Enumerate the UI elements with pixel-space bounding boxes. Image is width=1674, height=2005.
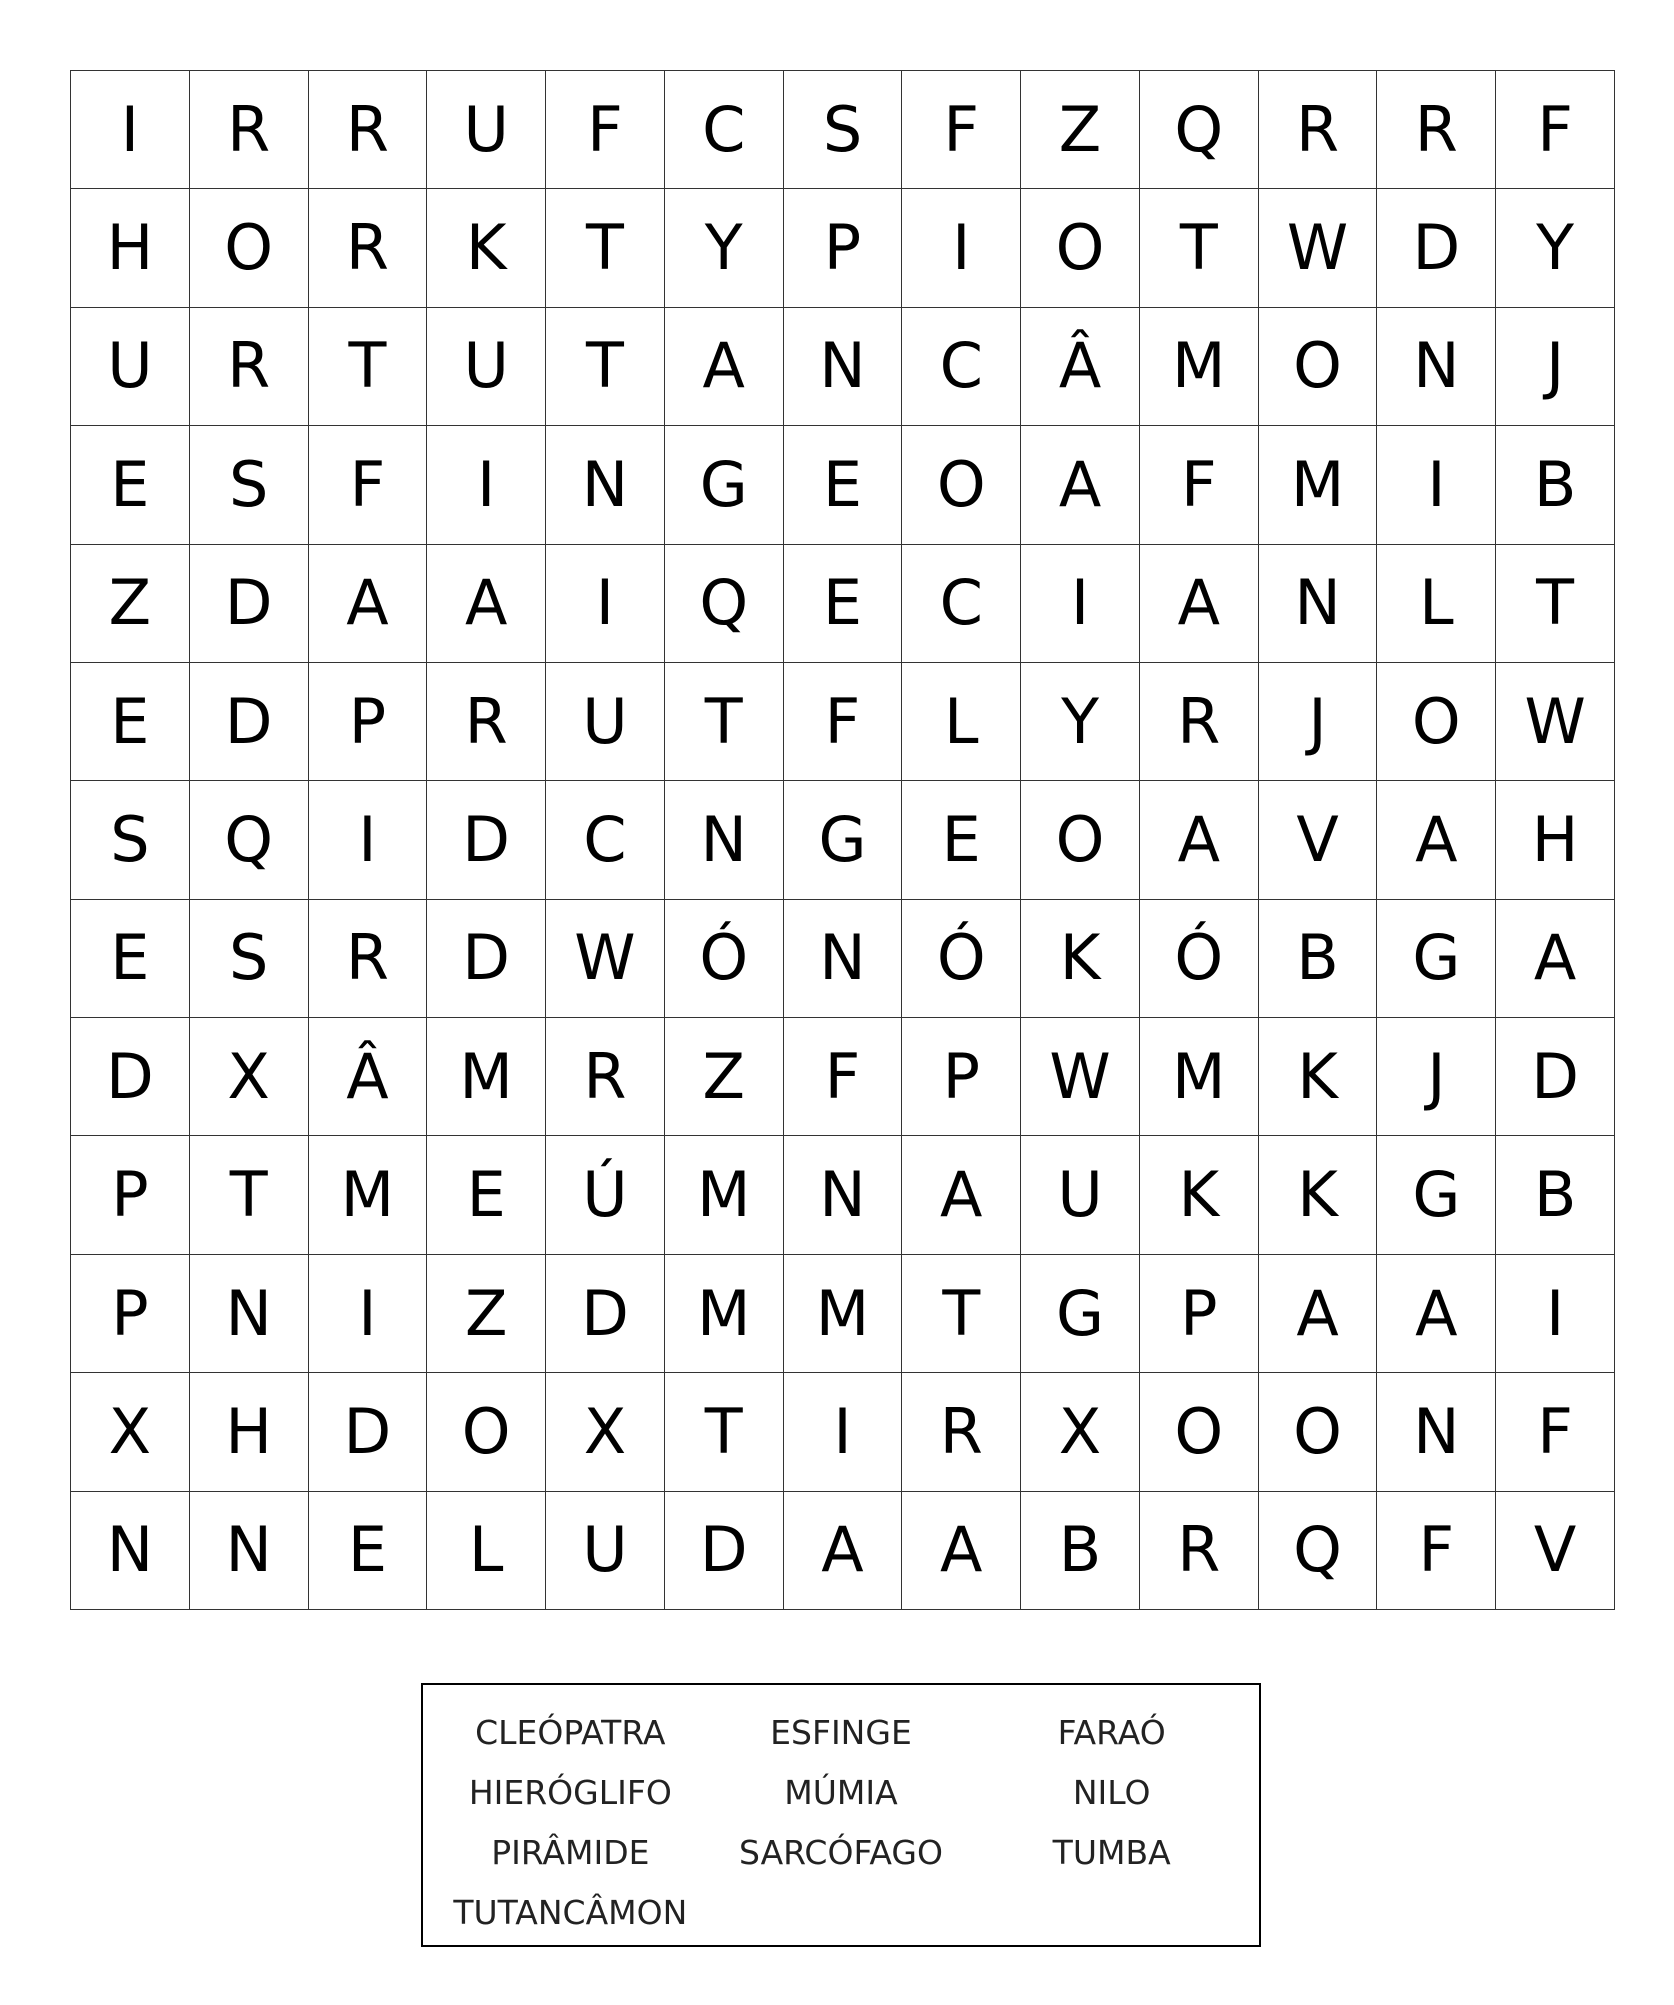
grid-cell[interactable]: I [427,426,546,544]
grid-cell[interactable]: N [1259,545,1378,663]
grid-cell[interactable]: I [309,1255,428,1373]
grid-cell[interactable]: H [1496,781,1615,899]
grid-cell[interactable]: F [1377,1492,1496,1610]
grid-cell[interactable]: W [1496,663,1615,781]
grid-cell[interactable]: O [1259,308,1378,426]
grid-cell[interactable]: N [190,1492,309,1610]
grid-cell[interactable]: A [1140,545,1259,663]
grid-cell[interactable]: E [784,426,903,544]
grid-cell[interactable]: R [309,71,428,189]
grid-cell[interactable]: D [427,900,546,1018]
grid-cell[interactable]: X [190,1018,309,1136]
grid-cell[interactable]: A [1377,781,1496,899]
grid-cell[interactable]: L [902,663,1021,781]
grid-cell[interactable]: G [784,781,903,899]
grid-cell[interactable]: G [665,426,784,544]
grid-cell[interactable]: N [1377,308,1496,426]
grid-cell[interactable]: S [190,426,309,544]
grid-cell[interactable]: D [546,1255,665,1373]
grid-cell[interactable]: R [309,900,428,1018]
grid-cell[interactable]: F [1496,1373,1615,1491]
word-list-item: TUMBA [1052,1833,1171,1872]
grid-cell[interactable]: K [1259,1018,1378,1136]
grid-cell[interactable]: R [546,1018,665,1136]
word-list-item: CLEÓPATRA [475,1713,666,1752]
grid-cell[interactable]: K [427,189,546,307]
grid-cell[interactable]: B [1496,426,1615,544]
grid-cell[interactable]: W [1021,1018,1140,1136]
grid-cell[interactable]: T [309,308,428,426]
grid-cell[interactable]: A [1259,1255,1378,1373]
grid-cell[interactable]: U [427,71,546,189]
grid-cell[interactable]: D [190,663,309,781]
grid-cell[interactable]: Â [309,1018,428,1136]
grid-cell[interactable]: V [1496,1492,1615,1610]
grid-cell[interactable]: Ó [665,900,784,1018]
grid-cell[interactable]: S [784,71,903,189]
grid-cell[interactable]: Z [71,545,190,663]
grid-cell[interactable]: Y [1496,189,1615,307]
grid-cell[interactable]: Q [190,781,309,899]
grid-cell[interactable]: G [1377,1136,1496,1254]
grid-cell[interactable]: J [1259,663,1378,781]
grid-cell[interactable]: F [784,663,903,781]
grid-cell[interactable]: R [902,1373,1021,1491]
grid-cell[interactable]: A [665,308,784,426]
grid-cell[interactable]: P [71,1136,190,1254]
grid-cell[interactable]: I [784,1373,903,1491]
grid-cell[interactable]: U [1021,1136,1140,1254]
grid-cell[interactable]: E [71,900,190,1018]
grid-cell[interactable]: T [665,1373,784,1491]
grid-cell[interactable]: Ó [1140,900,1259,1018]
grid-cell[interactable]: L [1377,545,1496,663]
grid-cell[interactable]: E [427,1136,546,1254]
grid-cell[interactable]: Q [665,545,784,663]
grid-cell[interactable]: G [1021,1255,1140,1373]
grid-cell[interactable]: K [1259,1136,1378,1254]
grid-cell[interactable]: R [1140,1492,1259,1610]
grid-cell[interactable]: E [784,545,903,663]
grid-cell[interactable]: H [190,1373,309,1491]
word-list [435,1703,1247,1945]
grid-cell[interactable]: F [902,71,1021,189]
grid-cell[interactable]: K [1140,1136,1259,1254]
grid-cell[interactable]: G [1377,900,1496,1018]
grid-cell[interactable]: X [546,1373,665,1491]
grid-cell[interactable]: S [190,900,309,1018]
grid-cell[interactable]: M [309,1136,428,1254]
grid-cell[interactable]: Ó [902,900,1021,1018]
grid-cell[interactable]: M [427,1018,546,1136]
grid-cell[interactable]: X [71,1373,190,1491]
word-list-item: MÚMIA [784,1773,898,1812]
grid-cell[interactable]: R [427,663,546,781]
grid-cell[interactable]: R [309,189,428,307]
grid-cell[interactable]: I [1496,1255,1615,1373]
grid-cell[interactable]: O [1259,1373,1378,1491]
grid-cell[interactable]: T [190,1136,309,1254]
grid-cell[interactable]: A [309,545,428,663]
grid-cell[interactable]: D [1496,1018,1615,1136]
grid-cell[interactable]: A [1496,900,1615,1018]
grid-cell[interactable]: M [665,1136,784,1254]
grid-cell[interactable]: F [1140,426,1259,544]
grid-cell[interactable]: N [784,308,903,426]
grid-cell[interactable]: R [1259,71,1378,189]
grid-cell[interactable]: Z [427,1255,546,1373]
word-list-item: NILO [1072,1773,1151,1812]
grid-cell[interactable]: N [546,426,665,544]
grid-cell[interactable]: O [1021,189,1140,307]
grid-cell[interactable]: B [1496,1136,1615,1254]
grid-cell[interactable]: T [546,189,665,307]
grid-cell[interactable]: I [71,71,190,189]
grid-cell[interactable]: I [1377,426,1496,544]
grid-cell[interactable]: O [427,1373,546,1491]
word-list-box [421,1683,1261,1947]
grid-cell[interactable]: N [71,1492,190,1610]
grid-cell[interactable]: M [1259,426,1378,544]
grid-cell[interactable]: T [1140,189,1259,307]
word-list-item: FARAÓ [1057,1713,1166,1752]
grid-cell[interactable]: D [1377,189,1496,307]
grid-cell[interactable]: O [1377,663,1496,781]
grid-cell[interactable]: Y [1021,663,1140,781]
grid-cell[interactable]: F [1496,71,1615,189]
grid-cell[interactable]: A [902,1136,1021,1254]
grid-cell[interactable]: R [190,308,309,426]
grid-cell[interactable]: R [1377,71,1496,189]
grid-cell[interactable]: O [1140,1373,1259,1491]
grid-cell[interactable]: Q [1140,71,1259,189]
grid-cell[interactable]: I [546,545,665,663]
grid-cell[interactable]: O [1021,781,1140,899]
grid-cell[interactable]: M [1140,1018,1259,1136]
grid-cell[interactable]: H [71,189,190,307]
grid-cell[interactable]: D [190,545,309,663]
grid-cell[interactable]: F [546,71,665,189]
word-search-grid [70,70,1615,1610]
grid-cell[interactable]: M [665,1255,784,1373]
grid-cell[interactable]: A [1377,1255,1496,1373]
grid-cell[interactable]: W [546,900,665,1018]
grid-cell[interactable]: Q [1259,1492,1378,1610]
grid-cell[interactable]: M [1140,308,1259,426]
grid-cell[interactable]: N [1377,1373,1496,1491]
grid-cell[interactable]: X [1021,1373,1140,1491]
grid-cell[interactable]: Y [665,189,784,307]
word-list-item: SARCÓFAGO [739,1833,943,1872]
grid-cell[interactable]: E [71,426,190,544]
grid-cell[interactable]: U [546,1492,665,1610]
grid-cell[interactable]: F [784,1018,903,1136]
grid-cell[interactable]: A [784,1492,903,1610]
grid-cell[interactable]: P [71,1255,190,1373]
grid-cell[interactable]: Z [665,1018,784,1136]
grid-cell[interactable]: J [1496,308,1615,426]
grid-cell[interactable]: Z [1021,71,1140,189]
grid-cell[interactable]: C [902,308,1021,426]
grid-cell[interactable]: A [427,545,546,663]
grid-cell[interactable]: Â [1021,308,1140,426]
grid-cell[interactable]: D [665,1492,784,1610]
grid-cell[interactable]: V [1259,781,1378,899]
grid-cell[interactable]: U [546,663,665,781]
word-list-item: TUTANCÂMON [453,1893,688,1932]
grid-cell[interactable]: P [309,663,428,781]
grid-cell[interactable]: K [1021,900,1140,1018]
grid-cell[interactable]: N [190,1255,309,1373]
word-list-item: ESFINGE [770,1713,912,1752]
grid-cell[interactable]: C [546,781,665,899]
grid-cell[interactable]: N [665,781,784,899]
grid-cell[interactable]: R [1140,663,1259,781]
grid-cell[interactable]: D [71,1018,190,1136]
grid-cell[interactable]: I [1021,545,1140,663]
word-list-item: HIERÓGLIFO [468,1773,672,1812]
grid-cell[interactable]: N [784,1136,903,1254]
grid-cell[interactable]: T [902,1255,1021,1373]
grid-cell[interactable]: D [309,1373,428,1491]
grid-cell[interactable]: D [427,781,546,899]
grid-cell[interactable]: M [784,1255,903,1373]
grid-cell[interactable]: B [1021,1492,1140,1610]
grid-cell[interactable]: O [902,426,1021,544]
grid-cell[interactable]: E [71,663,190,781]
grid-cell[interactable]: C [665,71,784,189]
grid-cell[interactable]: L [427,1492,546,1610]
grid-cell[interactable]: B [1259,900,1378,1018]
grid-cell[interactable]: P [784,189,903,307]
grid-cell[interactable]: P [1140,1255,1259,1373]
grid-cell[interactable]: I [309,781,428,899]
grid-cell[interactable]: C [902,545,1021,663]
grid-cell[interactable]: J [1377,1018,1496,1136]
grid-cell[interactable]: A [1021,426,1140,544]
grid-cell[interactable]: W [1259,189,1378,307]
grid-cell[interactable]: F [309,426,428,544]
word-list-item: PIRÂMIDE [491,1833,650,1872]
grid-cell[interactable]: E [902,781,1021,899]
grid-cell[interactable]: S [71,781,190,899]
grid-cell[interactable]: Ú [546,1136,665,1254]
grid-cell[interactable]: T [1496,545,1615,663]
grid-cell[interactable]: E [309,1492,428,1610]
grid-cell[interactable]: N [784,900,903,1018]
grid-cell[interactable]: O [190,189,309,307]
grid-cell[interactable]: R [190,71,309,189]
grid-cell[interactable]: U [71,308,190,426]
grid-cell[interactable]: U [427,308,546,426]
grid-cell[interactable]: A [1140,781,1259,899]
grid-cell[interactable]: I [902,189,1021,307]
grid-cell[interactable]: P [902,1018,1021,1136]
grid-cell[interactable]: T [546,308,665,426]
grid-cell[interactable]: T [665,663,784,781]
grid-cell[interactable]: A [902,1492,1021,1610]
